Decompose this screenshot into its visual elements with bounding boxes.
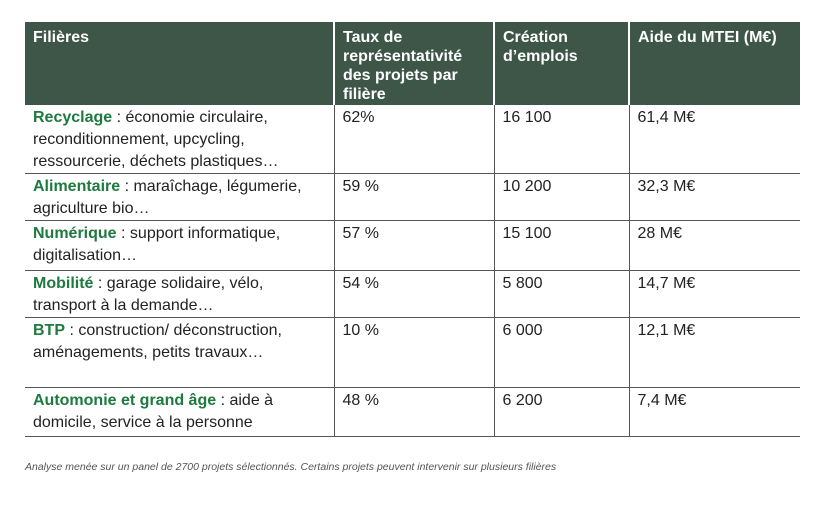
table-row [25, 221, 800, 271]
footnote: Analyse menée sur un panel de 2700 projets sélectionnés. Certains projets peuvent intervenir sur plusieurs filières [25, 461, 557, 473]
cell-taux: 59 % [334, 174, 494, 221]
table-row [25, 105, 800, 174]
cell-emplois: 5 800 [494, 271, 629, 318]
filiere-name: Alimentaire [33, 178, 121, 195]
cell-aide: 28 M€ [629, 221, 800, 271]
cell-emplois: 15 100 [494, 221, 629, 271]
cell-taux: 10 % [334, 318, 494, 388]
filiere-name: Mobilité [33, 275, 94, 292]
table-container [25, 22, 800, 437]
table-row [25, 318, 800, 388]
cell-emplois: 10 200 [494, 174, 629, 221]
header-filieres: Filières [25, 22, 334, 105]
filiere-desc: : économie circulaire, reconditionnement, upcycling, ressourcerie, déchets plastiques… [33, 109, 279, 170]
cell-taux: 54 % [334, 271, 494, 318]
cell-filiere [25, 174, 334, 221]
cell-filiere [25, 388, 334, 437]
cell-aide: 7,4 M€ [629, 388, 800, 437]
filiere-desc: : garage solidaire, vélo, transport à la demande… [33, 275, 264, 314]
cell-emplois: 16 100 [494, 105, 629, 174]
table-row [25, 388, 800, 437]
filiere-desc: : maraîchage, légumerie, agriculture bio… [33, 178, 302, 217]
cell-taux: 57 % [334, 221, 494, 271]
filiere-desc: : support informatique, digitalisation… [33, 225, 281, 264]
filiere-name: Recyclage [33, 109, 113, 126]
filiere-name: BTP [33, 322, 65, 339]
header-aide: Aide du MTEI (M€) [629, 22, 800, 105]
cell-aide: 61,4 M€ [629, 105, 800, 174]
filieres-table [25, 22, 800, 437]
cell-emplois: 6 200 [494, 388, 629, 437]
cell-filiere [25, 318, 334, 388]
filiere-desc: : construction/ déconstruction, aménagements, petits travaux… [33, 322, 282, 361]
cell-filiere [25, 221, 334, 271]
header-row [25, 22, 800, 105]
table-row [25, 271, 800, 318]
header-taux: Taux de représentativité des projets par filière [334, 22, 494, 105]
cell-filiere [25, 271, 334, 318]
header-creation: Création d’emplois [494, 22, 629, 105]
table-row [25, 174, 800, 221]
cell-taux: 62% [334, 105, 494, 174]
filiere-desc: : aide à domicile, service à la personne [33, 392, 274, 431]
filiere-name: Numérique [33, 225, 117, 242]
cell-aide: 32,3 M€ [629, 174, 800, 221]
filiere-name: Automonie et grand âge [33, 392, 217, 409]
cell-aide: 14,7 M€ [629, 271, 800, 318]
cell-aide: 12,1 M€ [629, 318, 800, 388]
cell-emplois: 6 000 [494, 318, 629, 388]
table-header [25, 22, 800, 105]
cell-taux: 48 % [334, 388, 494, 437]
table-body [25, 105, 800, 437]
cell-filiere [25, 105, 334, 174]
